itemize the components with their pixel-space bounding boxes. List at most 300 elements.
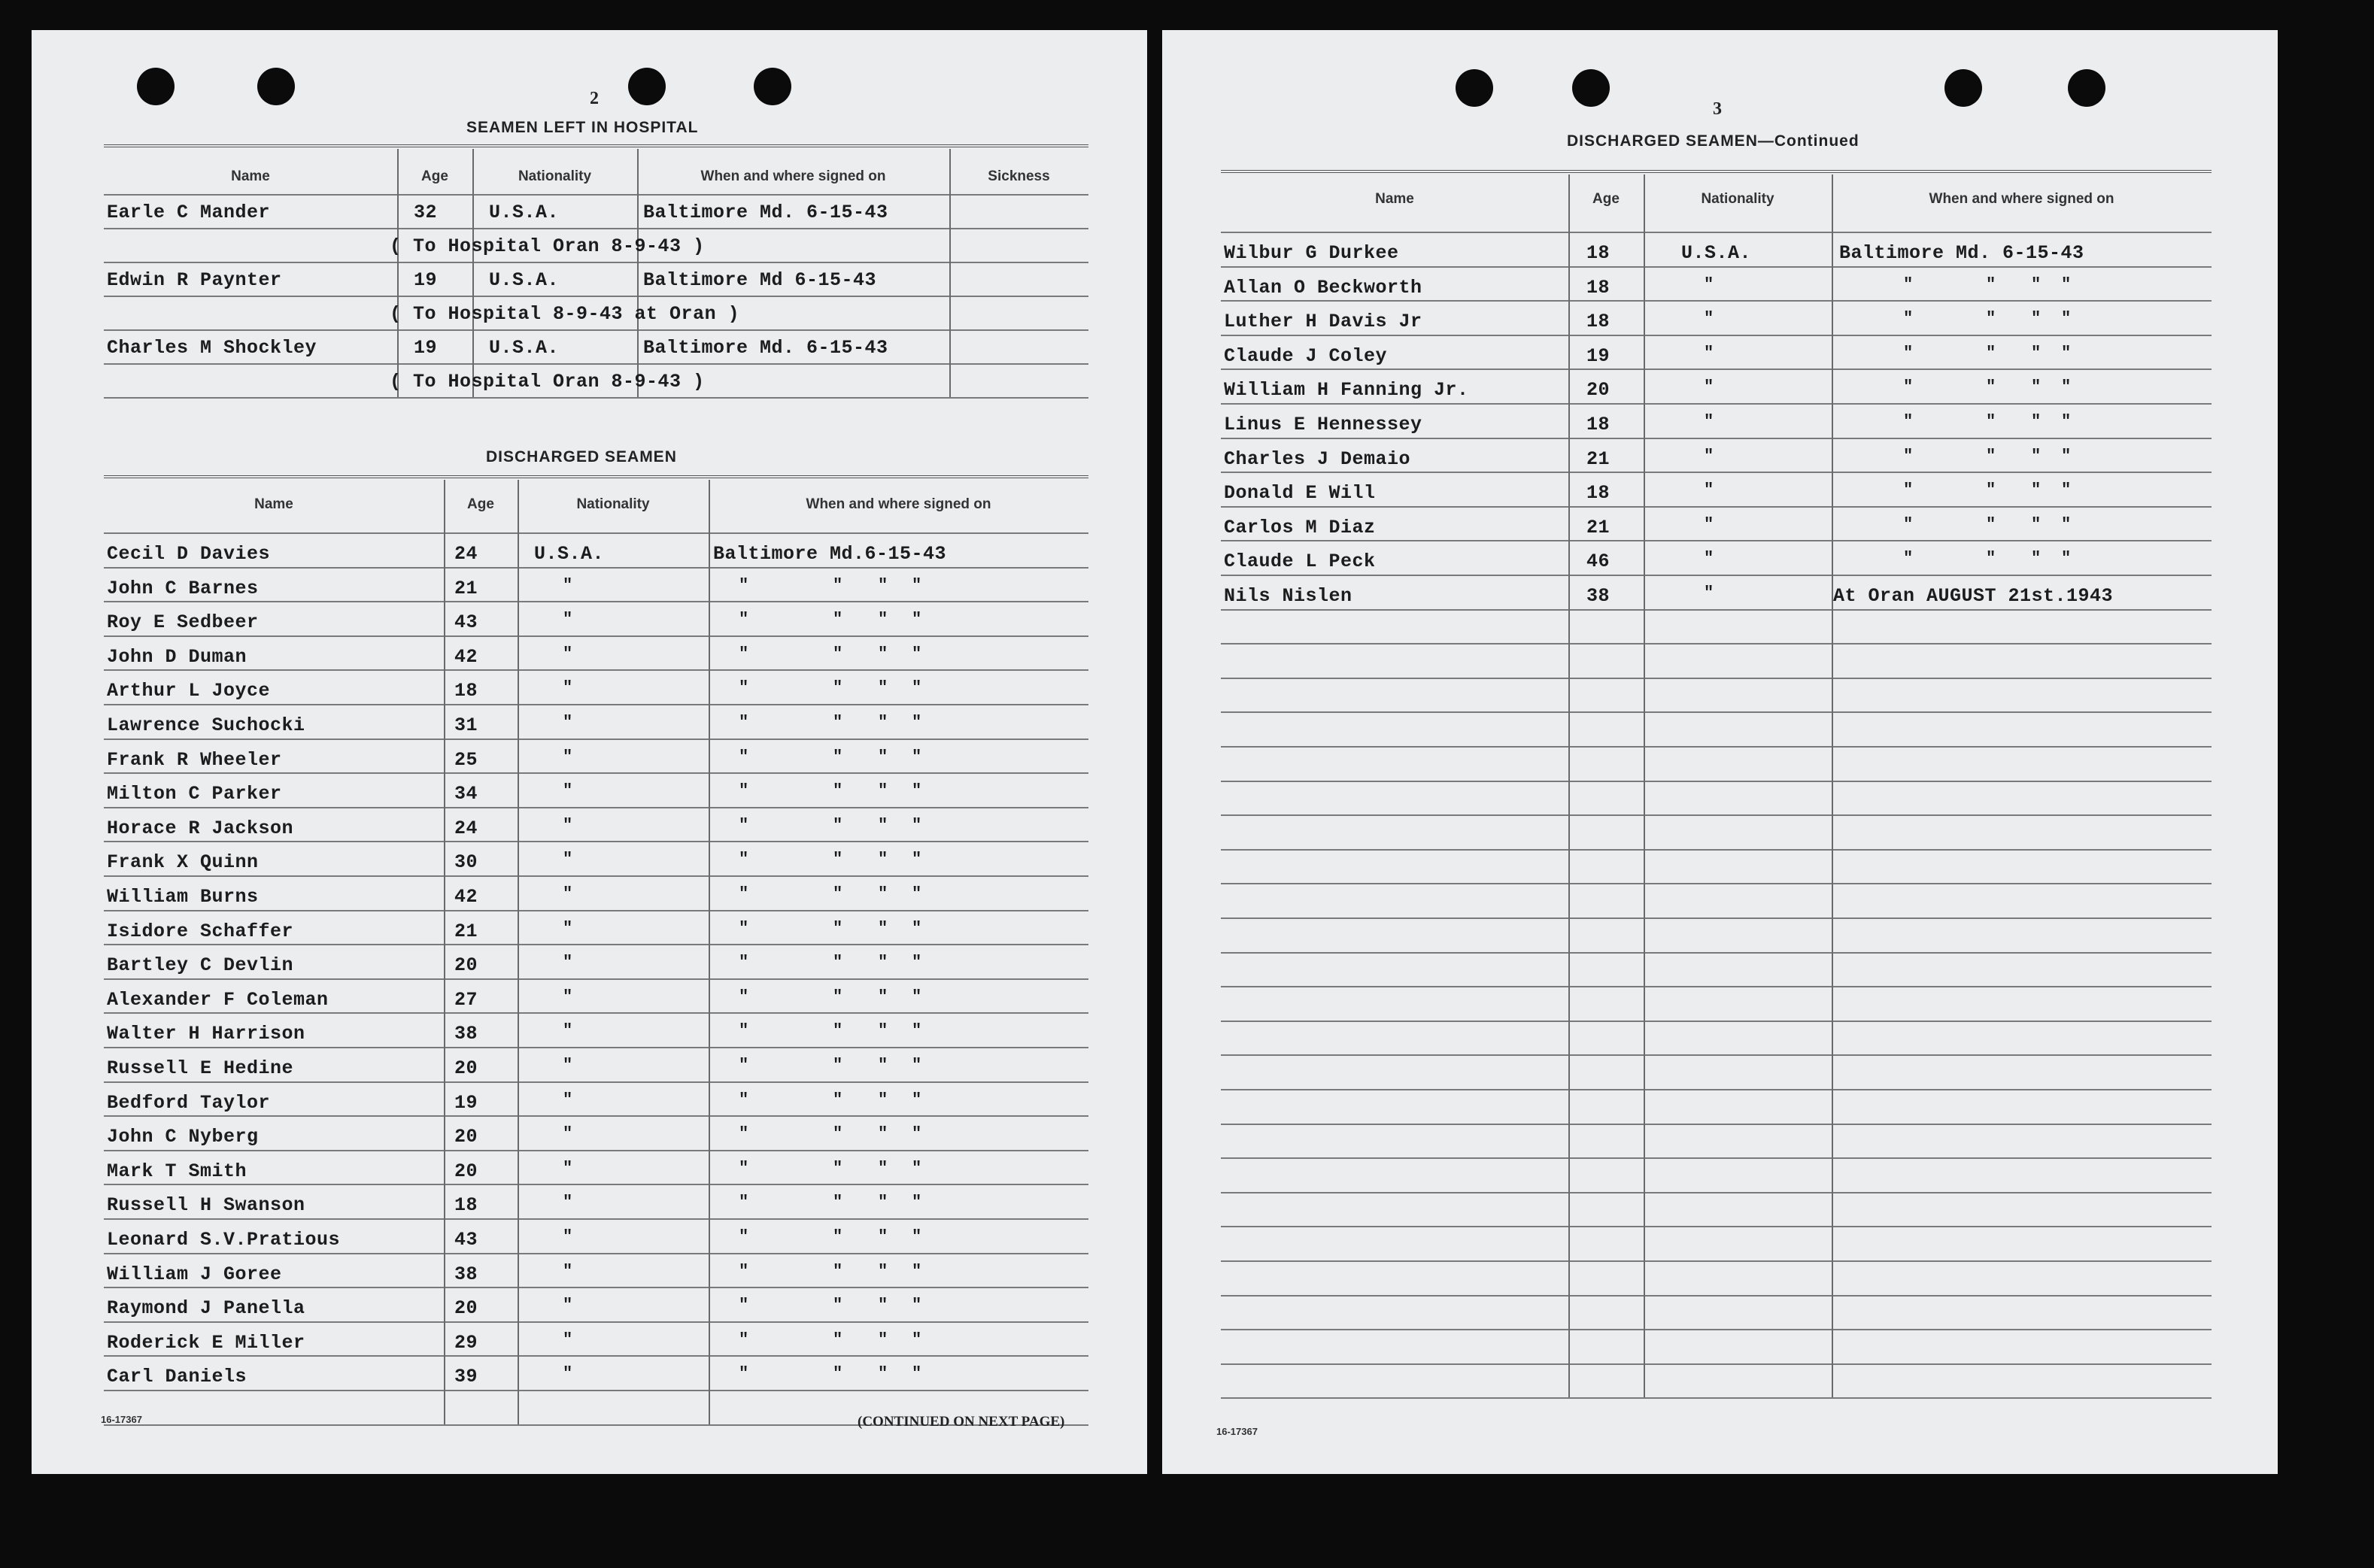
ditto-mark: " xyxy=(1903,481,1914,499)
ditto-mark: " xyxy=(739,1193,749,1212)
left-page xyxy=(32,30,1147,1474)
ditto-mark: " xyxy=(878,884,888,903)
ditto-mark: " xyxy=(2061,515,2072,534)
seaman-age: 18 xyxy=(1586,311,1610,332)
rule-row xyxy=(104,1012,1088,1014)
column-header: Age xyxy=(1592,191,1620,207)
seaman-age: 20 xyxy=(454,954,478,976)
rule-top xyxy=(104,475,1088,478)
seaman-name: Edwin R Paynter xyxy=(107,269,282,291)
ditto-mark: " xyxy=(739,748,749,766)
rule-row xyxy=(104,1081,1088,1083)
rule-row xyxy=(1221,1157,2212,1159)
ditto-mark: " xyxy=(1903,275,1914,294)
rule-row xyxy=(104,228,1088,229)
ditto-mark: " xyxy=(833,1056,843,1075)
seaman-name: Charles J Demaio xyxy=(1224,448,1411,470)
seaman-nationality: U.S.A. xyxy=(489,269,560,291)
ditto-mark: " xyxy=(563,1021,573,1040)
ditto-mark: " xyxy=(2031,447,2042,466)
signed-on: Baltimore Md 6-15-43 xyxy=(643,269,877,291)
ditto-mark: " xyxy=(739,1021,749,1040)
ditto-mark: " xyxy=(563,576,573,595)
ditto-mark: " xyxy=(739,1296,749,1315)
ditto-mark: " xyxy=(833,953,843,972)
ditto-mark: " xyxy=(878,1124,888,1143)
ditto-mark: " xyxy=(878,1330,888,1349)
column-header: Nationality xyxy=(1701,191,1774,207)
ditto-mark: " xyxy=(878,1262,888,1281)
ditto-mark: " xyxy=(739,1124,749,1143)
ditto-mark: " xyxy=(912,1364,922,1383)
ditto-mark: " xyxy=(878,1364,888,1383)
ditto-mark: " xyxy=(1986,412,1996,431)
column-header: Nationality xyxy=(576,496,650,512)
ditto-mark: " xyxy=(739,816,749,835)
seaman-age: 18 xyxy=(1586,242,1610,264)
hospital-note: ( To Hospital Oran 8-9-43 ) xyxy=(390,371,705,393)
ditto-mark: " xyxy=(739,1090,749,1109)
seaman-name: Bedford Taylor xyxy=(107,1092,271,1114)
rule-row xyxy=(1221,540,2212,541)
ditto-mark: " xyxy=(912,1159,922,1178)
column-divider xyxy=(637,149,639,397)
ditto-mark: " xyxy=(912,1262,922,1281)
seaman-age: 21 xyxy=(1586,517,1610,538)
ditto-mark: " xyxy=(878,1159,888,1178)
seaman-age: 34 xyxy=(454,783,478,805)
ditto-mark: " xyxy=(833,1159,843,1178)
column-header: Nationality xyxy=(518,168,592,184)
ditto-mark: " xyxy=(739,678,749,697)
punch-hole xyxy=(1572,69,1610,107)
seaman-name: Earle C Mander xyxy=(107,202,271,223)
ditto-mark: " xyxy=(1704,378,1714,396)
rule-row xyxy=(1221,814,2212,816)
ditto-mark: " xyxy=(2061,481,2072,499)
ditto-mark: " xyxy=(1986,515,1996,534)
seaman-name: William J Goree xyxy=(107,1263,282,1285)
seaman-name: Nils Nislen xyxy=(1224,585,1352,607)
rule-row xyxy=(104,1150,1088,1151)
seaman-name: Walter H Harrison xyxy=(107,1023,305,1045)
rule-row xyxy=(104,567,1088,569)
ditto-mark: " xyxy=(878,1193,888,1212)
ditto-mark: " xyxy=(878,748,888,766)
ditto-mark: " xyxy=(833,1364,843,1383)
seaman-name: Mark T Smith xyxy=(107,1160,247,1182)
column-header: When and where signed on xyxy=(806,496,991,512)
seaman-name: Raymond J Panella xyxy=(107,1297,305,1319)
ditto-mark: " xyxy=(563,748,573,766)
ditto-mark: " xyxy=(739,850,749,869)
ditto-mark: " xyxy=(563,713,573,732)
rule-row xyxy=(1221,575,2212,576)
ditto-mark: " xyxy=(563,1364,573,1383)
page-number: 2 xyxy=(590,89,599,108)
discharged-title: DISCHARGED SEAMEN xyxy=(486,448,677,466)
ditto-mark: " xyxy=(2061,412,2072,431)
rule-row xyxy=(1221,1192,2212,1193)
ditto-mark: " xyxy=(563,1090,573,1109)
ditto-mark: " xyxy=(878,1296,888,1315)
rule-row xyxy=(104,1047,1088,1048)
column-header: Sickness xyxy=(988,168,1050,184)
seaman-name: Russell E Hedine xyxy=(107,1057,294,1079)
punch-hole xyxy=(1456,69,1493,107)
hospital-note: ( To Hospital 8-9-43 at Oran ) xyxy=(390,303,740,325)
ditto-mark: " xyxy=(912,610,922,629)
ditto-mark: " xyxy=(739,1227,749,1246)
signed-on: Baltimore Md. 6-15-43 xyxy=(1839,242,2084,264)
ditto-mark: " xyxy=(833,713,843,732)
ditto-mark: " xyxy=(563,1330,573,1349)
rule-row xyxy=(104,704,1088,705)
seaman-name: Lawrence Suchocki xyxy=(107,714,305,736)
seaman-name: Milton C Parker xyxy=(107,783,282,805)
ditto-mark: " xyxy=(833,576,843,595)
rule-row xyxy=(104,910,1088,911)
ditto-mark: " xyxy=(833,1124,843,1143)
ditto-mark: " xyxy=(1986,447,1996,466)
ditto-mark: " xyxy=(833,987,843,1006)
ditto-mark: " xyxy=(1903,447,1914,466)
ditto-mark: " xyxy=(1704,481,1714,499)
seaman-age: 27 xyxy=(454,989,478,1011)
seaman-age: 29 xyxy=(454,1332,478,1354)
seaman-age: 18 xyxy=(454,680,478,702)
ditto-mark: " xyxy=(833,1227,843,1246)
rule-row xyxy=(104,1355,1088,1357)
rule-row xyxy=(104,1218,1088,1220)
ditto-mark: " xyxy=(878,850,888,869)
seaman-name: Claude L Peck xyxy=(1224,550,1376,572)
seaman-name: Isidore Schaffer xyxy=(107,920,294,942)
ditto-mark: " xyxy=(739,1262,749,1281)
signed-on: Baltimore Md. 6-15-43 xyxy=(643,337,888,359)
ditto-mark: " xyxy=(833,1330,843,1349)
hospital-title: SEAMEN LEFT IN HOSPITAL xyxy=(466,119,699,136)
seaman-age: 19 xyxy=(454,1092,478,1114)
ditto-mark: " xyxy=(878,1056,888,1075)
ditto-mark: " xyxy=(833,1021,843,1040)
seaman-age: 32 xyxy=(414,202,438,223)
rule-row xyxy=(1221,1021,2212,1022)
seaman-name: John D Duman xyxy=(107,646,247,668)
seaman-age: 25 xyxy=(454,749,478,771)
column-divider xyxy=(397,149,399,397)
rule-row xyxy=(104,296,1088,297)
ditto-mark: " xyxy=(912,678,922,697)
rule-row xyxy=(1221,678,2212,679)
rule-row xyxy=(1221,368,2212,370)
seaman-name: Luther H Davis Jr xyxy=(1224,311,1422,332)
seaman-name: Horace R Jackson xyxy=(107,817,294,839)
ditto-mark: " xyxy=(563,884,573,903)
ditto-mark: " xyxy=(739,884,749,903)
ditto-mark: " xyxy=(563,987,573,1006)
seaman-name: Wilbur G Durkee xyxy=(1224,242,1399,264)
ditto-mark: " xyxy=(878,1021,888,1040)
rule-header xyxy=(104,532,1088,534)
ditto-mark: " xyxy=(833,1193,843,1212)
ditto-mark: " xyxy=(833,678,843,697)
rule-row xyxy=(104,1321,1088,1323)
ditto-mark: " xyxy=(1704,412,1714,431)
ditto-mark: " xyxy=(912,748,922,766)
rule-row xyxy=(104,262,1088,263)
ditto-mark: " xyxy=(912,987,922,1006)
rule-row xyxy=(1221,711,2212,713)
column-header: Age xyxy=(467,496,494,512)
rule-row xyxy=(104,1184,1088,1185)
rule-row xyxy=(104,1115,1088,1117)
rule-row xyxy=(1221,1329,2212,1330)
ditto-mark: " xyxy=(2031,549,2042,568)
ditto-mark: " xyxy=(912,1296,922,1315)
column-divider xyxy=(709,480,710,1424)
column-divider xyxy=(1832,174,1833,1397)
continued-note: (CONTINUED ON NEXT PAGE) xyxy=(858,1414,1065,1430)
ditto-mark: " xyxy=(1903,344,1914,362)
ditto-mark: " xyxy=(739,1364,749,1383)
ditto-mark: " xyxy=(739,1159,749,1178)
ditto-mark: " xyxy=(563,953,573,972)
ditto-mark: " xyxy=(563,781,573,800)
ditto-mark: " xyxy=(2031,309,2042,328)
rule-row xyxy=(104,363,1088,365)
ditto-mark: " xyxy=(833,884,843,903)
ditto-mark: " xyxy=(2061,275,2072,294)
seaman-name: Linus E Hennessey xyxy=(1224,414,1422,435)
ditto-mark: " xyxy=(2031,378,2042,396)
seaman-name: Claude J Coley xyxy=(1224,345,1388,367)
ditto-mark: " xyxy=(1986,275,1996,294)
ditto-mark: " xyxy=(563,644,573,663)
ditto-mark: " xyxy=(739,987,749,1006)
ditto-mark: " xyxy=(833,748,843,766)
rule-row xyxy=(104,601,1088,602)
seaman-age: 20 xyxy=(454,1160,478,1182)
seaman-age: 43 xyxy=(454,611,478,633)
ditto-mark: " xyxy=(912,884,922,903)
rule-row xyxy=(1221,300,2212,302)
ditto-mark: " xyxy=(739,1056,749,1075)
ditto-mark: " xyxy=(2061,378,2072,396)
seaman-age: 20 xyxy=(454,1126,478,1148)
column-header: Name xyxy=(254,496,293,512)
seaman-name: Donald E Will xyxy=(1224,482,1376,504)
ditto-mark: " xyxy=(878,1227,888,1246)
ditto-mark: " xyxy=(878,1090,888,1109)
rule-row xyxy=(1221,849,2212,851)
seaman-name: Carl Daniels xyxy=(107,1366,247,1388)
ditto-mark: " xyxy=(912,1124,922,1143)
seaman-name: Carlos M Diaz xyxy=(1224,517,1376,538)
seaman-name: Frank R Wheeler xyxy=(107,749,282,771)
rule-row xyxy=(1221,609,2212,611)
rule-header xyxy=(104,194,1088,196)
ditto-mark: " xyxy=(878,610,888,629)
ditto-mark: " xyxy=(1986,549,1996,568)
seaman-age: 39 xyxy=(454,1366,478,1388)
rule-row xyxy=(1221,1397,2212,1399)
seaman-age: 18 xyxy=(1586,414,1610,435)
ditto-mark: " xyxy=(563,850,573,869)
seaman-name: John C Barnes xyxy=(107,578,259,599)
seaman-age: 19 xyxy=(414,269,438,291)
ditto-mark: " xyxy=(563,1124,573,1143)
rule-row xyxy=(104,397,1088,399)
seaman-age: 20 xyxy=(1586,379,1610,401)
ditto-mark: " xyxy=(912,816,922,835)
column-divider xyxy=(518,480,519,1424)
ditto-mark: " xyxy=(833,610,843,629)
ditto-mark: " xyxy=(912,1090,922,1109)
seaman-name: William Burns xyxy=(107,886,259,908)
seaman-age: 19 xyxy=(1586,345,1610,367)
ditto-mark: " xyxy=(563,816,573,835)
rule-row xyxy=(104,841,1088,842)
seaman-age: 38 xyxy=(1586,585,1610,607)
seaman-age: 31 xyxy=(454,714,478,736)
column-divider xyxy=(1568,174,1570,1397)
ditto-mark: " xyxy=(563,1227,573,1246)
seaman-age: 43 xyxy=(454,1229,478,1251)
ditto-mark: " xyxy=(833,816,843,835)
ditto-mark: " xyxy=(833,1262,843,1281)
punch-hole xyxy=(1944,69,1982,107)
continued-title: DISCHARGED SEAMEN—Continued xyxy=(1567,132,1859,150)
column-header: Name xyxy=(231,168,270,184)
ditto-mark: " xyxy=(1903,549,1914,568)
seaman-name: William H Fanning Jr. xyxy=(1224,379,1469,401)
ditto-mark: " xyxy=(563,1296,573,1315)
rule-row xyxy=(104,739,1088,740)
ditto-mark: " xyxy=(912,1056,922,1075)
seaman-name: Arthur L Joyce xyxy=(107,680,271,702)
seaman-name: John C Nyberg xyxy=(107,1126,259,1148)
rule-row xyxy=(1221,472,2212,473)
ditto-mark: " xyxy=(2061,309,2072,328)
ditto-mark: " xyxy=(912,1227,922,1246)
seaman-age: 20 xyxy=(454,1297,478,1319)
ditto-mark: " xyxy=(2031,344,2042,362)
ditto-mark: " xyxy=(912,953,922,972)
ditto-mark: " xyxy=(878,644,888,663)
punch-hole xyxy=(2068,69,2105,107)
ditto-mark: " xyxy=(739,953,749,972)
ditto-mark: " xyxy=(563,1159,573,1178)
ditto-mark: " xyxy=(1903,412,1914,431)
ditto-mark: " xyxy=(878,781,888,800)
ditto-mark: " xyxy=(878,919,888,938)
rule-row xyxy=(1221,1089,2212,1090)
seaman-name: Charles M Shockley xyxy=(107,337,317,359)
seaman-age: 18 xyxy=(454,1194,478,1216)
rule-top xyxy=(104,144,1088,147)
ditto-mark: " xyxy=(739,610,749,629)
seaman-age: 18 xyxy=(1586,482,1610,504)
ditto-mark: " xyxy=(2031,515,2042,534)
ditto-mark: " xyxy=(563,610,573,629)
column-header: When and where signed on xyxy=(700,168,886,184)
column-header: Age xyxy=(421,168,448,184)
rule-row xyxy=(1221,266,2212,268)
seaman-name: Bartley C Devlin xyxy=(107,954,294,976)
seaman-name: Cecil D Davies xyxy=(107,543,271,565)
seaman-age: 38 xyxy=(454,1263,478,1285)
right-page xyxy=(1162,30,2278,1474)
rule-row xyxy=(1221,403,2212,405)
seaman-nationality: U.S.A. xyxy=(1681,242,1752,264)
ditto-mark: " xyxy=(739,919,749,938)
rule-row xyxy=(1221,438,2212,439)
ditto-mark: " xyxy=(563,1193,573,1212)
ditto-mark: " xyxy=(878,953,888,972)
rule-row xyxy=(1221,1295,2212,1297)
ditto-mark: " xyxy=(912,576,922,595)
seaman-name: Roy E Sedbeer xyxy=(107,611,259,633)
seaman-age: 42 xyxy=(454,646,478,668)
punch-hole xyxy=(754,68,791,105)
seaman-age: 24 xyxy=(454,817,478,839)
rule-row xyxy=(104,978,1088,980)
ditto-mark: " xyxy=(563,919,573,938)
signed-on: Baltimore Md.6-15-43 xyxy=(713,543,947,565)
seaman-age: 20 xyxy=(454,1057,478,1079)
rule-row xyxy=(104,807,1088,808)
rule-top xyxy=(1221,170,2212,173)
ditto-mark: " xyxy=(1986,344,1996,362)
punch-hole xyxy=(628,68,666,105)
ditto-mark: " xyxy=(739,1330,749,1349)
seaman-name: Roderick E Miller xyxy=(107,1332,305,1354)
rule-row xyxy=(1221,1124,2212,1125)
ditto-mark: " xyxy=(912,1021,922,1040)
form-code: 16-17367 xyxy=(101,1414,142,1425)
rule-row xyxy=(1221,506,2212,508)
seaman-age: 19 xyxy=(414,337,438,359)
ditto-mark: " xyxy=(878,678,888,697)
rule-row xyxy=(104,1390,1088,1391)
ditto-mark: " xyxy=(563,1262,573,1281)
ditto-mark: " xyxy=(878,816,888,835)
seaman-name: Frank X Quinn xyxy=(107,851,259,873)
ditto-mark: " xyxy=(912,644,922,663)
punch-hole xyxy=(257,68,295,105)
ditto-mark: " xyxy=(1986,378,1996,396)
signed-on: At Oran AUGUST 21st.1943 xyxy=(1833,585,2114,607)
seaman-name: Leonard S.V.Pratious xyxy=(107,1229,341,1251)
rule-row xyxy=(1221,1260,2212,1262)
ditto-mark: " xyxy=(1986,309,1996,328)
ditto-mark: " xyxy=(739,713,749,732)
rule-row xyxy=(104,875,1088,877)
punch-hole xyxy=(137,68,175,105)
column-divider xyxy=(949,149,951,397)
ditto-mark: " xyxy=(1986,481,1996,499)
rule-header xyxy=(1221,232,2212,233)
ditto-mark: " xyxy=(1704,309,1714,328)
rule-row xyxy=(104,1253,1088,1254)
rule-row xyxy=(1221,1226,2212,1227)
rule-row xyxy=(104,635,1088,637)
ditto-mark: " xyxy=(912,919,922,938)
ditto-mark: " xyxy=(878,576,888,595)
ditto-mark: " xyxy=(1903,515,1914,534)
ditto-mark: " xyxy=(2031,275,2042,294)
